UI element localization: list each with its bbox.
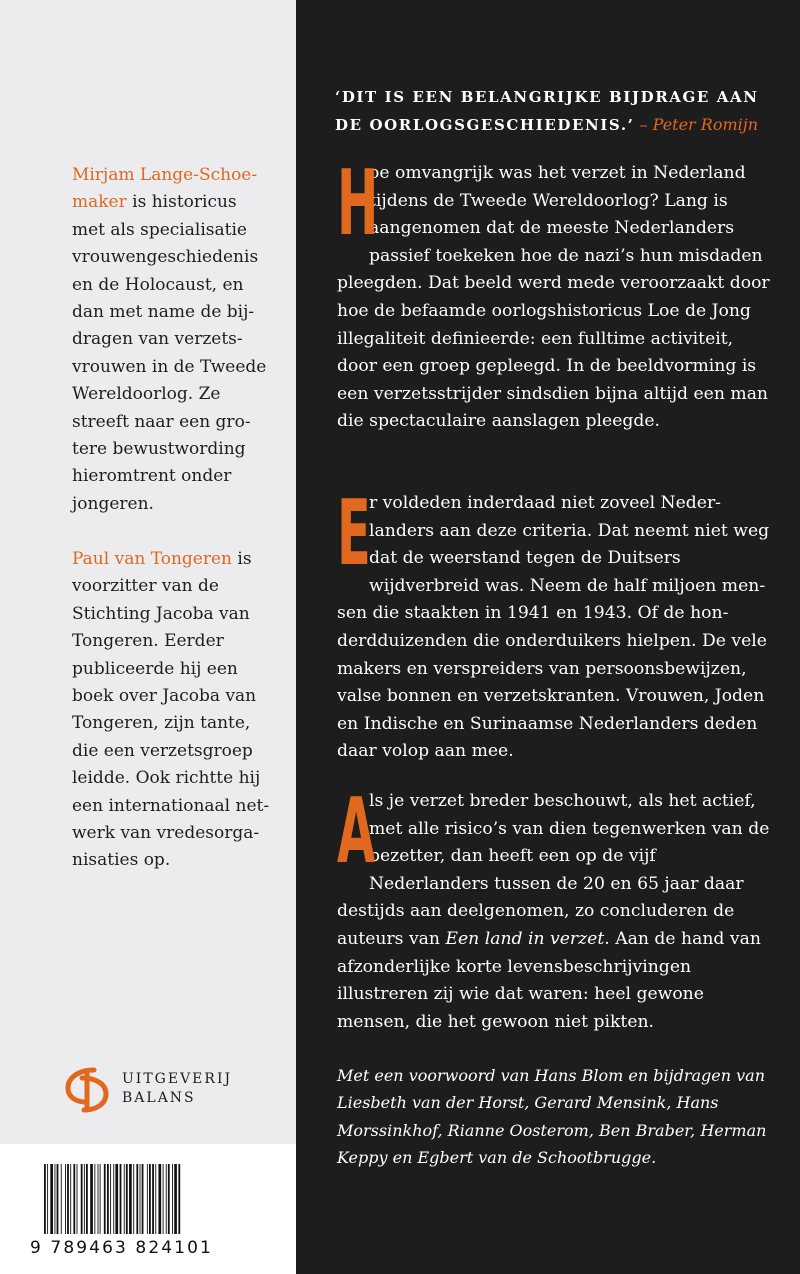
drop-cap: A (337, 779, 376, 884)
barcode-icon (44, 1164, 244, 1234)
author-bio-text: is voorzitter van de Stichting Jacoba van Tongeren. Eerder publiceerde hij een boek over Jacoba van Tongeren, zijn tante, die een verzetsgroep leidde. Ook richtte hij een internationaal netwerk van vredesorganisaties op. (72, 549, 270, 871)
blurb-paragraph (337, 151, 777, 436)
publisher-name: UITGEVERIJ BALANS (122, 1071, 233, 1106)
balans-logo-icon (64, 1064, 110, 1114)
paragraph-text: r voldeden inderdaad niet zoveel Nederlanders aan deze criteria. Dat neemt niet weg dat de weerstand tegen de Duitsers wijdverbreid was. Neem de half miljoen mensen die staakten in 1941 en 1943. Of de honderdduizenden die onderduikers hielpen. De vele makers en verspreiders van persoonsbewijzen, valse bonnen en verzetskranten. Vrouwen, Joden en Indische en Surinaamse Nederlanders deden daar volop aan mee. (337, 493, 770, 762)
paragraph-text: ls je verzet breder beschouwt, als het actief, met alle risico’s van dien tegenwerken van de bezetter, dan heeft een op de vijf Nederlanders tussen de 20 en 65 jaar daar destijds aan deelgenomen, zo concluderen de auteurs van (337, 791, 770, 949)
blurb-paragraph (337, 481, 777, 766)
author-name: Paul van Tongeren (72, 549, 232, 569)
drop-cap: H (337, 151, 379, 256)
paragraph-text: oe omvangrijk was het verzet in Nederland tijdens de Tweede Wereldoorlog? Lang is aangenomen dat de meeste Nederlanders passief toekeken hoe de nazi’s hun misdaden pleegden. Dat beeld werd mede veroorzaakt door hoe de befaamde oorlogshistoricus Loe de Jong illegaliteit definieerde: een fulltime activiteit, door een groep gepleegd. In de beeldvorming is een verzetsstrijder sindsdien bijna altijd een man die spectaculaire aanslagen pleegde. (337, 163, 770, 432)
contributors-credits: Met een voorwoord van Hans Blom en bijdragen van Liesbeth van der Horst, Gerard Mensink, Hans Morssinkhof, Rianne Oosterom, Ben Braber, Herman Keppy en Egbert van de Schootbrugge. (337, 1066, 767, 1168)
publisher-block (64, 1064, 232, 1114)
author-bio-text: is historicus met als specialisatie vrouwengeschiedenis en de Holocaust, en dan met name de bijdragen van verzetsvrouwen in de Tweede Wereldoorlog. Ze streeft naar een grotere bewustwording hieromtrent onder jongeren. (72, 192, 267, 514)
drop-cap: E (337, 481, 371, 586)
book-title: Een land in verzet (445, 928, 605, 949)
blurb-paragraph (337, 779, 777, 1036)
author-name: Mirjam Lange-Schoemaker (72, 165, 258, 213)
quote-text: ‘DIT IS EEN BELANGRIJKE BIJDRAGE AAN DE OORLOGSGESCHIEDENIS.’ (335, 88, 759, 134)
review-quote (335, 84, 775, 139)
barcode-area (0, 1144, 296, 1274)
isbn-number: 9 789463 824101 (30, 1238, 213, 1258)
left-panel (0, 0, 296, 1274)
quote-attribution: – Peter Romijn (634, 115, 759, 134)
author-bio-paul (72, 546, 272, 875)
author-bio-mirjam (72, 162, 272, 518)
paragraph-text: . Aan de hand van afzonderlijke korte levensbeschrijvingen illustreren zij wie dat waren: heel gewone mensen, die het gewoon niet pikten. (337, 928, 761, 1032)
